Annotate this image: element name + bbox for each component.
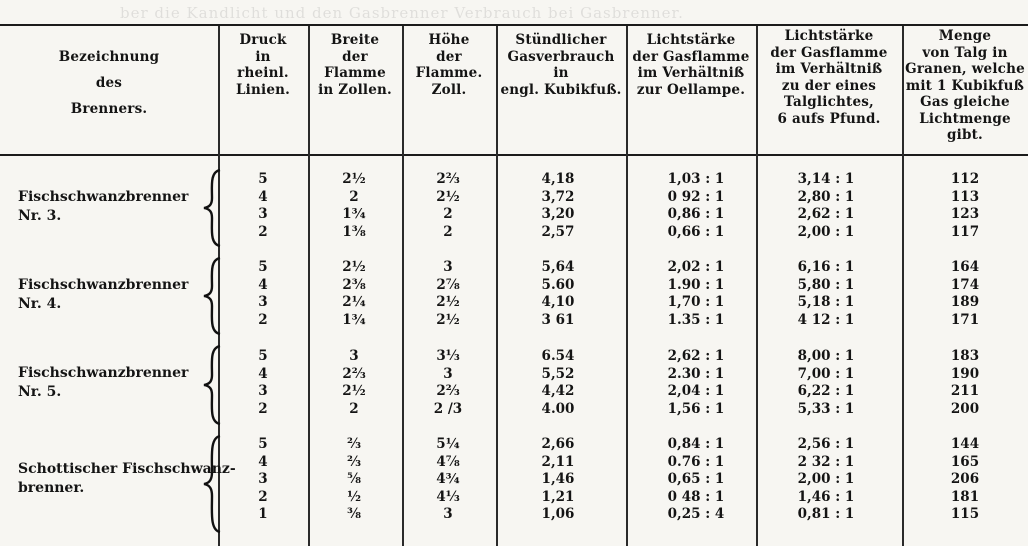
cell-lichtstaerke-oellampe: 1.35 : 1 <box>667 311 725 328</box>
cell-talg-menge: 181 <box>950 488 980 505</box>
cell-druck: 4 <box>258 276 268 293</box>
cell-breite: 2½ <box>342 259 366 275</box>
cell-breite: 2 <box>349 188 359 205</box>
cell-breite: 1⅜ <box>342 223 366 240</box>
cell-lichtstaerke-talglicht: 0,81 : 1 <box>797 506 855 523</box>
cell-breite: ⅝ <box>347 471 361 488</box>
cell-breite: 2½ <box>342 171 366 187</box>
header-lichtstaerke-oellampe: Lichtstärke der Gasflamme im Verhältniß zur Oellampe. <box>632 32 750 98</box>
cell-lichtstaerke-oellampe: 1,70 : 1 <box>667 294 725 311</box>
brace-icon <box>200 168 224 248</box>
cell-hoehe: 2½ <box>436 311 460 328</box>
cell-breite: ⅔ <box>347 436 361 452</box>
cell-lichtstaerke-talglicht: 3,14 : 1 <box>797 171 855 187</box>
cell-gasverbrauch: 4,18 <box>541 171 575 187</box>
cell-hoehe: 3 <box>443 506 453 523</box>
cell-hoehe: 2⅞ <box>436 276 460 293</box>
cell-breite: ⅜ <box>347 506 361 523</box>
cell-druck: 3 <box>258 294 268 311</box>
burner-label: Schottischer Fischschwanz- brenner. <box>18 461 236 496</box>
header-breite: Breite der Flamme in Zollen. <box>318 32 392 98</box>
cell-gasverbrauch: 3,20 <box>541 206 575 223</box>
cell-breite: 2¼ <box>342 294 366 311</box>
cell-talg-menge: 115 <box>950 506 980 523</box>
cell-lichtstaerke-oellampe: 2,62 : 1 <box>667 348 725 364</box>
cell-hoehe: 2½ <box>436 188 460 205</box>
cell-hoehe: 3 <box>443 365 453 382</box>
cell-lichtstaerke-talglicht: 1,46 : 1 <box>797 488 855 505</box>
cell-druck: 5 <box>258 436 268 452</box>
cell-talg-menge: 190 <box>950 365 980 382</box>
cell-hoehe: 2½ <box>436 294 460 311</box>
cell-lichtstaerke-talglicht: 6,16 : 1 <box>797 259 855 275</box>
cell-talg-menge: 113 <box>950 188 980 205</box>
running-head: ber die Kandlicht und den Gasbrenner Verbrauch bei Gasbrenner. <box>120 4 684 22</box>
cell-gasverbrauch: 2,57 <box>541 223 575 240</box>
cell-gasverbrauch: 3,72 <box>541 188 575 205</box>
cell-lichtstaerke-oellampe: 0,66 : 1 <box>667 223 725 240</box>
cell-gasverbrauch: 6.54 <box>541 348 575 364</box>
cell-druck: 4 <box>258 453 268 470</box>
cell-lichtstaerke-talglicht: 5,80 : 1 <box>797 276 855 293</box>
cell-druck: 4 <box>258 365 268 382</box>
cell-talg-menge: 112 <box>950 171 980 187</box>
cell-lichtstaerke-oellampe: 0,65 : 1 <box>667 471 725 488</box>
header-talg-menge: Menge von Talg in Granen, welche mit 1 Kubikfuß Gas gleiche Lichtmenge gibt. <box>905 28 1025 143</box>
cell-talg-menge: 171 <box>950 311 980 328</box>
cell-hoehe: 4¾ <box>436 471 460 488</box>
cell-gasverbrauch: 1,06 <box>541 506 575 523</box>
cell-druck: 3 <box>258 471 268 488</box>
cell-breite: 2⅔ <box>342 365 366 382</box>
cell-lichtstaerke-talglicht: 5,33 : 1 <box>797 400 855 417</box>
cell-lichtstaerke-oellampe: 0 92 : 1 <box>667 188 725 205</box>
cell-gasverbrauch: 5.60 <box>541 276 575 293</box>
cell-gasverbrauch: 2,66 <box>541 436 575 452</box>
cell-lichtstaerke-talglicht: 2,56 : 1 <box>797 436 855 452</box>
cell-talg-menge: 211 <box>950 383 980 400</box>
cell-talg-menge: 200 <box>950 400 980 417</box>
cell-gasverbrauch: 4,42 <box>541 383 575 400</box>
cell-talg-menge: 165 <box>950 453 980 470</box>
cell-lichtstaerke-oellampe: 2,04 : 1 <box>667 383 725 400</box>
cell-gasverbrauch: 1,21 <box>541 488 575 505</box>
cell-lichtstaerke-talglicht: 2,62 : 1 <box>797 206 855 223</box>
cell-talg-menge: 123 <box>950 206 980 223</box>
cell-hoehe: 2⅔ <box>436 383 460 400</box>
cell-lichtstaerke-talglicht: 2,00 : 1 <box>797 223 855 240</box>
cell-lichtstaerke-oellampe: 2.30 : 1 <box>667 365 725 382</box>
cell-hoehe: 4⅓ <box>436 488 460 505</box>
cell-druck: 3 <box>258 383 268 400</box>
cell-lichtstaerke-oellampe: 0 48 : 1 <box>667 488 725 505</box>
cell-gasverbrauch: 3 61 <box>541 311 575 328</box>
cell-talg-menge: 117 <box>950 223 980 240</box>
cell-talg-menge: 164 <box>950 259 980 275</box>
cell-druck: 2 <box>258 223 268 240</box>
cell-druck: 5 <box>258 171 268 187</box>
cell-talg-menge: 174 <box>950 276 980 293</box>
cell-lichtstaerke-talglicht: 2 32 : 1 <box>797 453 855 470</box>
cell-lichtstaerke-talglicht: 7,00 : 1 <box>797 365 855 382</box>
cell-talg-menge: 144 <box>950 436 980 452</box>
cell-druck: 2 <box>258 400 268 417</box>
cell-druck: 5 <box>258 259 268 275</box>
cell-gasverbrauch: 5,64 <box>541 259 575 275</box>
cell-breite: 2½ <box>342 383 366 400</box>
cell-talg-menge: 206 <box>950 471 980 488</box>
cell-gasverbrauch: 4.00 <box>541 400 575 417</box>
cell-lichtstaerke-oellampe: 1,56 : 1 <box>667 400 725 417</box>
cell-lichtstaerke-oellampe: 0,86 : 1 <box>667 206 725 223</box>
brace-icon <box>200 434 224 534</box>
cell-hoehe: 5¼ <box>436 436 460 452</box>
cell-hoehe: 3 <box>443 259 453 275</box>
burner-label: Fischschwanzbrenner Nr. 4. <box>18 277 189 312</box>
cell-druck: 5 <box>258 348 268 364</box>
cell-lichtstaerke-talglicht: 8,00 : 1 <box>797 348 855 364</box>
cell-gasverbrauch: 2,11 <box>541 453 575 470</box>
header-hoehe: Höhe der Flamme. Zoll. <box>415 32 483 98</box>
cell-druck: 1 <box>258 506 268 523</box>
brace-icon <box>200 344 224 426</box>
header-bezeichnung: Bezeichnung des Brenners. <box>58 49 160 117</box>
cell-talg-menge: 189 <box>950 294 980 311</box>
cell-hoehe: 4⅞ <box>436 453 460 470</box>
cell-gasverbrauch: 4,10 <box>541 294 575 311</box>
cell-hoehe: 3⅓ <box>436 348 460 364</box>
cell-lichtstaerke-talglicht: 6,22 : 1 <box>797 383 855 400</box>
cell-gasverbrauch: 1,46 <box>541 471 575 488</box>
cell-lichtstaerke-talglicht: 2,00 : 1 <box>797 471 855 488</box>
burner-label: Fischschwanzbrenner Nr. 5. <box>18 365 189 400</box>
cell-hoehe: 2 <box>443 223 453 240</box>
table-top-rule <box>0 24 1028 26</box>
brace-icon <box>200 256 224 336</box>
cell-druck: 3 <box>258 206 268 223</box>
header-druck: Druck in rheinl. Linien. <box>235 32 291 98</box>
cell-druck: 2 <box>258 488 268 505</box>
cell-breite: 2 <box>349 400 359 417</box>
cell-druck: 4 <box>258 188 268 205</box>
cell-hoehe: 2 /3 <box>433 400 463 417</box>
cell-hoehe: 2⅔ <box>436 171 460 187</box>
cell-lichtstaerke-talglicht: 5,18 : 1 <box>797 294 855 311</box>
header-gasverbrauch: Stündlicher Gasverbrauch in engl. Kubikfuß. <box>500 32 622 98</box>
cell-hoehe: 2 <box>443 206 453 223</box>
cell-breite: 3 <box>349 348 359 364</box>
cell-breite: ⅔ <box>347 453 361 470</box>
cell-druck: 2 <box>258 311 268 328</box>
cell-breite: 1¾ <box>342 206 366 223</box>
cell-talg-menge: 183 <box>950 348 980 364</box>
cell-lichtstaerke-oellampe: 1.90 : 1 <box>667 276 725 293</box>
cell-lichtstaerke-oellampe: 0,84 : 1 <box>667 436 725 452</box>
cell-lichtstaerke-oellampe: 2,02 : 1 <box>667 259 725 275</box>
cell-breite: 1¾ <box>342 311 366 328</box>
cell-breite: ½ <box>346 488 362 505</box>
header-lichtstaerke-talglicht: Lichtstärke der Gasflamme im Verhältniß zu der eines Talglichtes, 6 aufs Pfund. <box>770 28 888 127</box>
cell-lichtstaerke-oellampe: 1,03 : 1 <box>667 171 725 187</box>
burner-label: Fischschwanzbrenner Nr. 3. <box>18 189 189 224</box>
cell-lichtstaerke-talglicht: 2,80 : 1 <box>797 188 855 205</box>
cell-gasverbrauch: 5,52 <box>541 365 575 382</box>
cell-breite: 2⅜ <box>342 276 366 293</box>
cell-lichtstaerke-oellampe: 0.76 : 1 <box>667 453 725 470</box>
cell-lichtstaerke-oellampe: 0,25 : 4 <box>667 506 725 523</box>
cell-lichtstaerke-talglicht: 4 12 : 1 <box>797 311 855 328</box>
